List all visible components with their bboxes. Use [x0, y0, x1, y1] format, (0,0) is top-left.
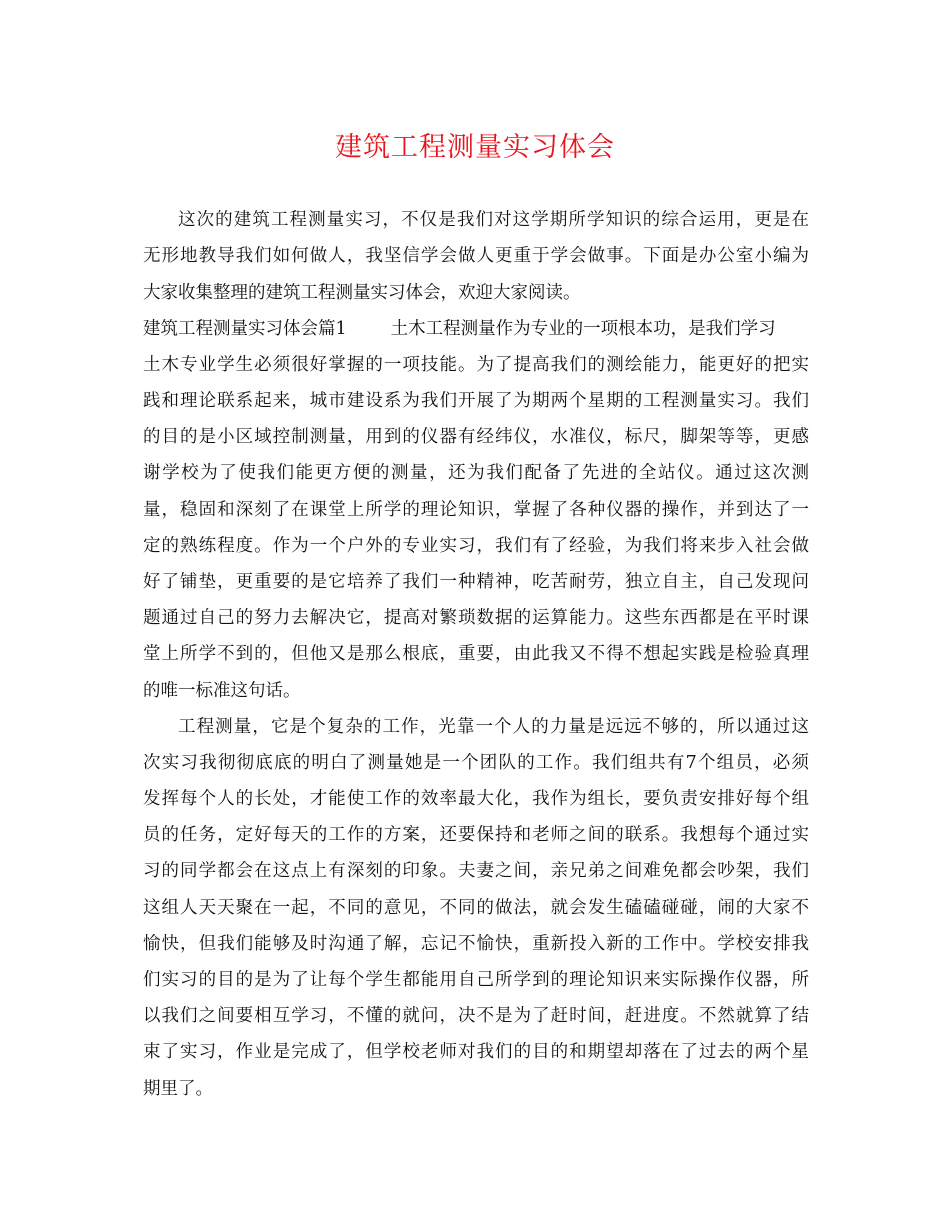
paragraph-line: 期里了。 — [143, 1079, 213, 1099]
section-line: 的目的是小区域控制测量，用到的仪器有经纬仪，水准仪，标尺，脚架等等，更感 — [143, 427, 809, 447]
paragraph-line: 们实习的目的是为了让每个学生都能用自己所学到的理论知识来实际操作仪器，所 — [143, 970, 809, 990]
paragraph-line: 发挥每个人的长处，才能使工作的效率最大化，我作为组长，要负责安排好每个组 — [143, 789, 809, 809]
section-line: 量，稳固和深刻了在课堂上所学的理论知识，掌握了各种仪器的操作，并到达了一 — [143, 500, 809, 520]
paragraph-line: 习的同学都会在这点上有深刻的印象。夫妻之间，亲兄弟之间难免都会吵架，我们 — [143, 861, 809, 881]
section-line: 谢学校为了使我们能更方便的测量，还为我们配备了先进的全站仪。通过这次测 — [143, 463, 809, 483]
paragraph-line: 束了实习，作业是完成了，但学校老师对我们的目的和期望却落在了过去的两个星 — [143, 1042, 809, 1062]
section-line: 题通过自己的努力去解决它，提高对繁琐数据的运算能力。这些东西都是在平时课 — [143, 608, 809, 628]
section-line: 定的熟练程度。作为一个户外的专业实习，我们有了经验，为我们将来步入社会做 — [143, 536, 809, 556]
document-title: 建筑工程测量实习体会 — [335, 132, 615, 163]
section-line: 的唯一标准这句话。 — [143, 681, 301, 701]
intro-line: 无形地教导我们如何做人，我坚信学会做人更重于学会做事。下面是办公室小编为 — [143, 246, 809, 266]
section-first-line: 土木工程测量作为专业的一项根本功，是我们学习 — [390, 319, 776, 339]
section-line: 土木专业学生必须很好掌握的一项技能。为了提高我们的测绘能力，能更好的把实 — [143, 355, 809, 375]
paragraph-line: 次实习我彻彻底底的明白了测量她是一个团队的工作。我们组共有7个组员，必须 — [143, 753, 809, 773]
section-line: 好了铺垫，更重要的是它培养了我们一种精神，吃苦耐劳，独立自主，自己发现问 — [143, 572, 809, 592]
intro-line: 大家收集整理的建筑工程测量实习体会，欢迎大家阅读。 — [143, 283, 581, 303]
section-label: 建筑工程测量实习体会篇1 — [143, 319, 347, 339]
section-heading-line — [143, 316, 776, 342]
paragraph-line: 这组人天天聚在一起，不同的意见，不同的做法，就会发生磕磕碰碰，闹的大家不 — [143, 898, 809, 918]
paragraph-line: 员的任务，定好每天的工作的方案，还要保持和老师之间的联系。我想每个通过实 — [143, 825, 809, 845]
section-line: 堂上所学不到的，但他又是那么根底，重要，由此我又不得不想起实践是检验真理 — [143, 644, 809, 664]
intro-line: 这次的建筑工程测量实习，不仅是我们对这学期所学知识的综合运用，更是在 — [178, 210, 809, 230]
paragraph-line: 愉快，但我们能够及时沟通了解，忘记不愉快，重新投入新的工作中。学校安排我 — [143, 934, 809, 954]
paragraph-line: 工程测量，它是个复杂的工作，光靠一个人的力量是远远不够的，所以通过这 — [178, 717, 809, 737]
paragraph-line: 以我们之间要相互学习，不懂的就问，决不是为了赶时间，赶进度。不然就算了结 — [143, 1006, 809, 1026]
section-line: 践和理论联系起来，城市建设系为我们开展了为期两个星期的工程测量实习。我们 — [143, 391, 809, 411]
